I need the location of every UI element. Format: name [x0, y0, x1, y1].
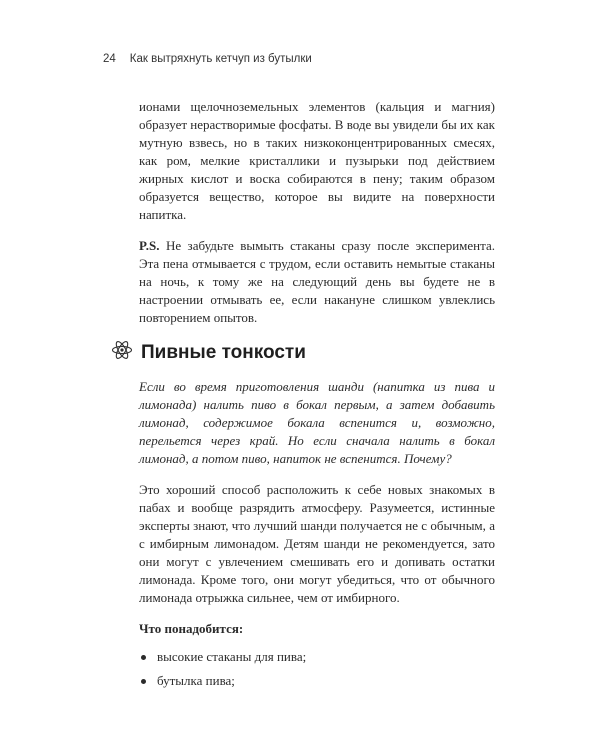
list-item: высокие стаканы для пива;	[139, 648, 495, 666]
section-title: Пивные тонкости	[141, 341, 306, 363]
section-body	[139, 378, 495, 696]
needs-list	[139, 648, 495, 690]
top-text-block	[139, 98, 495, 327]
ps-text: Не забудьте вымыть стаканы сразу после эксперимента. Эта пена отмывается с трудом, если оставить немытые стаканы на ночь, к тому же на следующий день вы будете не в настроении отмывать ее, если накануне слишком увлеклись повторением опытов.	[139, 238, 495, 325]
ps-label: P.S.	[139, 238, 160, 253]
list-item: бутылка пива;	[139, 672, 495, 690]
paragraph: ионами щелочноземельных элементов (кальция и магния) образует нерастворимые фосфаты. В воде вы увидели бы их как мутную взвесь, но в таких низкоконцентрированных смесях, как ром, мелкие кристаллики и пузырьки под действием жирных кислот и воска собираются в пену; таким образом образуется вещество, которое вы видите на поверхности напитка.	[139, 99, 495, 222]
intro-question: Если во время приготовления шанди (напитка из пива и лимонада) налить пиво в бокал первым, а затем добавить лимонад, содержимое бокала вспенится и, возможно, перельется через край. Но если сначала налить в бокал лимонад, а потом пиво, напиток не вспенится. Почему?	[139, 379, 495, 466]
section-paragraph: Это хороший способ расположить к себе новых знакомых в пабах и вообще разрядить атмосферу. Разумеется, истинные эксперты знают, что лучший шанди получается не с обычным, а с имбирным лимонадом. Детям шанди не рекомендуется, зато они могут с увлечением смешивать его и допивать остатки лимонада. Кроме того, они могут убедиться, что от обычного лимонада отрыжка сильнее, чем от имбирного.	[139, 482, 495, 605]
page-number: 24	[103, 53, 116, 65]
atom-icon	[111, 339, 133, 366]
running-title: Как вытряхнуть кетчуп из бутылки	[129, 53, 312, 65]
ps-paragraph	[139, 237, 495, 327]
running-header	[103, 53, 312, 65]
needs-heading: Что понадобится:	[139, 621, 244, 636]
section-heading	[111, 339, 306, 366]
